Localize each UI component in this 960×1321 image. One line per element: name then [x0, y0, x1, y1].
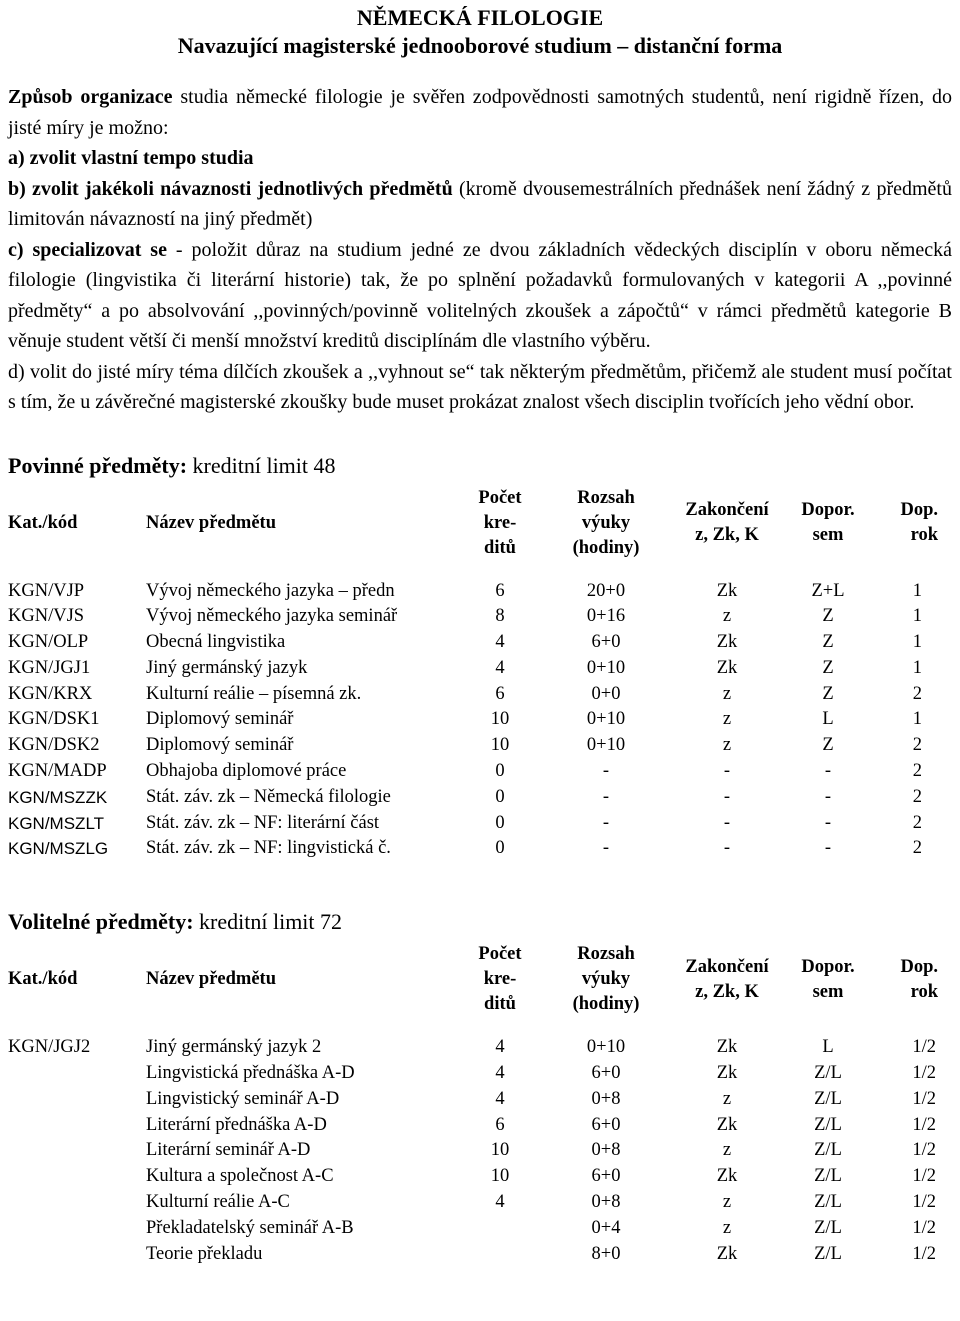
course-scope: 0+8	[591, 1140, 621, 1161]
course-name: Stát. záv. zk – Německá filologie	[146, 786, 391, 807]
table-row	[8, 1216, 952, 1242]
course-name: Obecná lingvistika	[146, 632, 286, 653]
course-year: 2	[912, 761, 922, 782]
option-d-text: d) volit do jisté míry téma dílčích zkoušek a ,,vyhnout se“ tak některým předmětům, přičemž ale student musí počítat s tím, že u závěrečné magisterské zkoušky bude muset prokázat znalost všech disciplin tvořících jeho vědní obor.	[8, 360, 952, 413]
course-completion: z	[722, 1217, 732, 1238]
course-completion: -	[723, 812, 731, 833]
col-recommended-year: Dop. rok	[900, 956, 938, 1002]
course-year: 1	[912, 657, 922, 678]
course-credits: 0	[495, 786, 505, 807]
table-row	[8, 785, 952, 811]
course-completion: z	[722, 1088, 732, 1109]
course-completion: z	[722, 735, 732, 756]
course-semester: Z/L	[814, 1192, 842, 1213]
course-name: Diplomový seminář	[146, 709, 294, 730]
course-completion: Zk	[716, 657, 738, 678]
col-recommended-semester: Dopor. sem	[801, 956, 855, 1002]
course-year: 1	[912, 709, 922, 730]
table-row	[8, 1242, 952, 1268]
course-completion: -	[723, 838, 731, 859]
option-b-text: (kromě dvousemestrálních přednášek není žádný z předmětů limitován návazností na jiný předmět)	[8, 177, 952, 230]
course-code: KGN/VJS	[8, 606, 85, 627]
course-scope: 6+0	[591, 1114, 621, 1135]
course-semester: Z	[822, 683, 834, 704]
course-code	[8, 1061, 146, 1087]
course-completion: -	[723, 786, 731, 807]
col-credits: Počet kre- ditů	[478, 487, 522, 558]
intro-paragraph	[8, 82, 952, 143]
course-year: 1/2	[912, 1140, 936, 1161]
course-name: Obhajoba diplomové práce	[146, 761, 347, 782]
course-code	[8, 1242, 146, 1268]
course-semester: Z	[822, 632, 834, 653]
col-name: Název předmětu	[146, 969, 276, 990]
course-semester: Z/L	[814, 1243, 842, 1264]
course-code	[8, 1113, 146, 1139]
course-scope: 0+8	[591, 1192, 621, 1213]
course-completion: Zk	[716, 1037, 738, 1058]
col-completion: Zakončení z, Zk, K	[685, 500, 769, 545]
course-completion: z	[722, 683, 732, 704]
page-subtitle: Navazující magisterské jednooborové studium – distanční forma	[177, 33, 783, 58]
course-code	[8, 1190, 146, 1216]
course-code	[8, 1087, 146, 1113]
course-year: 2	[912, 786, 922, 807]
col-scope: Rozsah výuky (hodiny)	[572, 944, 640, 1015]
elective-heading-limit: kreditní limit 72	[193, 909, 343, 935]
course-name: Stát. záv. zk – NF: lingvistická č.	[146, 838, 391, 859]
course-year: 1/2	[912, 1243, 936, 1264]
table-row	[8, 1113, 952, 1139]
col-completion: Zakončení z, Zk, K	[685, 956, 769, 1002]
course-scope: 20+0	[586, 580, 626, 601]
course-year: 1/2	[912, 1088, 936, 1109]
course-semester: -	[824, 786, 832, 807]
course-code: KGN/MSZLG	[8, 839, 109, 859]
course-name: Překladatelský seminář A-B	[146, 1217, 354, 1238]
col-recommended-year: Dop. rok	[900, 500, 938, 545]
table-row	[8, 759, 952, 785]
course-scope: 0+8	[591, 1088, 621, 1109]
course-code: KGN/VJP	[8, 580, 85, 601]
course-name: Literární přednáška A-D	[146, 1114, 327, 1135]
course-credits	[456, 1216, 544, 1242]
course-code: KGN/KRX	[8, 683, 93, 704]
course-year: 1/2	[912, 1114, 936, 1135]
course-year: 1/2	[912, 1192, 936, 1213]
compulsory-heading-limit: kreditní limit 48	[187, 452, 336, 478]
course-year: 1	[912, 632, 922, 653]
elective-heading-label: Volitelné předměty:	[8, 909, 194, 935]
course-scope: 6+0	[591, 632, 621, 653]
course-code	[8, 1164, 146, 1190]
course-name: Kulturní reálie – písemná zk.	[146, 683, 362, 704]
course-name: Vývoj německého jazyka seminář	[146, 606, 398, 627]
option-b	[8, 174, 952, 235]
course-credits: 4	[495, 1088, 505, 1109]
course-code	[8, 1216, 146, 1242]
table-row	[8, 811, 952, 837]
course-semester: L	[822, 709, 834, 730]
course-code: KGN/DSK2	[8, 735, 100, 756]
course-credits: 10	[490, 1140, 510, 1161]
course-credits: 8	[495, 606, 505, 627]
document	[8, 0, 952, 1267]
course-scope: 0+0	[591, 683, 621, 704]
course-name: Lingvistická přednáška A-D	[146, 1063, 355, 1084]
course-semester: Z+L	[811, 580, 845, 601]
course-name: Vývoj německého jazyka – předn	[146, 580, 395, 601]
course-semester: Z	[822, 735, 834, 756]
course-completion: Zk	[716, 580, 738, 601]
compulsory-heading	[8, 452, 952, 480]
course-code: KGN/JGJ2	[8, 1037, 91, 1058]
course-name: Lingvistický seminář A-D	[146, 1088, 340, 1109]
course-completion: Zk	[716, 1166, 738, 1187]
course-semester: -	[824, 761, 832, 782]
course-scope: -	[602, 838, 610, 859]
course-scope: 0+10	[586, 657, 626, 678]
table-header-row	[8, 942, 952, 1035]
course-year: 1/2	[912, 1063, 936, 1084]
elective-table	[8, 942, 952, 1267]
course-semester: Z/L	[814, 1217, 842, 1238]
table-row	[8, 707, 952, 733]
course-semester: Z/L	[814, 1140, 842, 1161]
table-row	[8, 656, 952, 682]
elective-heading	[8, 908, 952, 936]
course-year: 2	[912, 838, 922, 859]
col-name: Název předmětu	[146, 512, 276, 533]
table-row	[8, 836, 952, 862]
table-row	[8, 1061, 952, 1087]
course-semester: Z	[822, 657, 834, 678]
table-row	[8, 1138, 952, 1164]
course-semester: L	[822, 1037, 834, 1058]
col-code: Kat./kód	[8, 969, 78, 990]
table-row	[8, 682, 952, 708]
course-name: Stát. záv. zk – NF: literární část	[146, 812, 380, 833]
course-credits: 10	[490, 735, 510, 756]
col-scope: Rozsah výuky (hodiny)	[572, 487, 640, 558]
table-row	[8, 1164, 952, 1190]
course-code: KGN/OLP	[8, 632, 89, 653]
col-credits: Počet kre- ditů	[478, 944, 522, 1015]
course-code: KGN/JGJ1	[8, 657, 91, 678]
course-credits: 0	[495, 812, 505, 833]
course-completion: -	[723, 761, 731, 782]
course-year: 2	[912, 812, 922, 833]
course-name: Diplomový seminář	[146, 735, 294, 756]
course-name: Jiný germánský jazyk	[146, 657, 308, 678]
course-completion: Zk	[716, 1114, 738, 1135]
course-scope: -	[602, 812, 610, 833]
intro-lead: Způsob organizace	[8, 86, 173, 108]
course-credits: 4	[495, 657, 505, 678]
course-year: 1	[912, 606, 922, 627]
course-scope: 0+4	[591, 1217, 621, 1238]
course-credits: 4	[495, 1063, 505, 1084]
course-code: KGN/MSZLT	[8, 813, 105, 833]
course-semester: Z/L	[814, 1114, 842, 1135]
table-row	[8, 604, 952, 630]
option-b-label: b) zvolit jakékoli návaznosti jednotlivých předmětů	[8, 177, 453, 200]
course-completion: z	[722, 1192, 732, 1213]
course-completion: Zk	[716, 632, 738, 653]
course-scope: -	[602, 761, 610, 782]
compulsory-table	[8, 486, 952, 863]
table-row	[8, 1035, 952, 1061]
course-credits: 4	[495, 1192, 505, 1213]
course-name: Kulturní reálie A-C	[146, 1192, 290, 1213]
course-code: KGN/MSZZK	[8, 787, 108, 807]
table-header-row	[8, 486, 952, 579]
option-c-label: c) specializovat se	[8, 238, 167, 261]
course-scope: 0+16	[586, 606, 626, 627]
table-row	[8, 630, 952, 656]
option-c	[8, 235, 952, 357]
course-credits: 6	[495, 683, 505, 704]
course-name: Literární seminář A-D	[146, 1140, 311, 1161]
course-completion: z	[722, 709, 732, 730]
course-year: 2	[912, 735, 922, 756]
course-credits: 6	[495, 580, 505, 601]
intro-text	[8, 82, 952, 418]
course-completion: z	[722, 1140, 732, 1161]
course-semester: -	[824, 838, 832, 859]
course-year: 1/2	[912, 1037, 936, 1058]
course-semester: Z/L	[814, 1166, 842, 1187]
course-credits: 0	[495, 761, 505, 782]
col-code: Kat./kód	[8, 512, 78, 533]
course-credits	[456, 1242, 544, 1268]
option-a	[8, 143, 952, 174]
course-semester: Z/L	[814, 1063, 842, 1084]
course-code	[8, 1138, 146, 1164]
option-a-label: a) zvolit vlastní tempo studia	[8, 147, 254, 169]
course-scope: 0+10	[586, 709, 626, 730]
course-scope: -	[602, 786, 610, 807]
page-title: NĚMECKÁ FILOLOGIE	[356, 5, 604, 30]
course-credits: 0	[495, 838, 505, 859]
course-name: Kultura a společnost A-C	[146, 1166, 334, 1187]
course-semester: Z/L	[814, 1088, 842, 1109]
course-scope: 6+0	[591, 1063, 621, 1084]
course-semester: Z	[822, 606, 834, 627]
course-completion: Zk	[716, 1063, 738, 1084]
course-year: 1/2	[912, 1166, 936, 1187]
course-completion: Zk	[716, 1243, 738, 1264]
option-c-text: - položit důraz na studium jedné ze dvou základních vědeckých disciplín v oboru německá filologie (lingvistika či literární historie) tak, že po splnění požadavků formulovaných v kategorii A ,,povinné předměty“ a po absolvování ,,povinných/povinně volitelných zkoušek a zápočtů“ v rámci předmětů kategorie B věnuje student větší či menší množství kreditů disciplínám dle vlastního výběru.	[8, 238, 952, 352]
course-name: Teorie překladu	[146, 1243, 263, 1264]
course-year: 2	[912, 683, 922, 704]
option-d	[8, 357, 952, 418]
course-semester: -	[824, 812, 832, 833]
course-name: Jiný germánský jazyk 2	[146, 1037, 322, 1058]
compulsory-heading-label: Povinné předměty:	[8, 452, 188, 478]
table-row	[8, 733, 952, 759]
course-completion: z	[722, 606, 732, 627]
table-row	[8, 1087, 952, 1113]
col-recommended-semester: Dopor. sem	[801, 500, 855, 545]
course-code: KGN/MADP	[8, 761, 107, 782]
course-credits: 6	[495, 1114, 505, 1135]
intro-lead-text: studia německé filologie je svěřen zodpovědnosti samotných studentů, není rigidně řízen, do jisté míry je možno:	[8, 86, 952, 139]
course-credits: 10	[490, 1166, 510, 1187]
course-scope: 0+10	[586, 735, 626, 756]
course-scope: 6+0	[591, 1166, 621, 1187]
course-year: 1/2	[912, 1217, 936, 1238]
course-credits: 10	[490, 709, 510, 730]
table-row	[8, 579, 952, 605]
course-year: 1	[912, 580, 922, 601]
table-row	[8, 1190, 952, 1216]
course-credits: 4	[495, 1037, 505, 1058]
course-scope: 8+0	[591, 1243, 621, 1264]
course-scope: 0+10	[586, 1037, 626, 1058]
course-credits: 4	[495, 632, 505, 653]
course-code: KGN/DSK1	[8, 709, 100, 730]
